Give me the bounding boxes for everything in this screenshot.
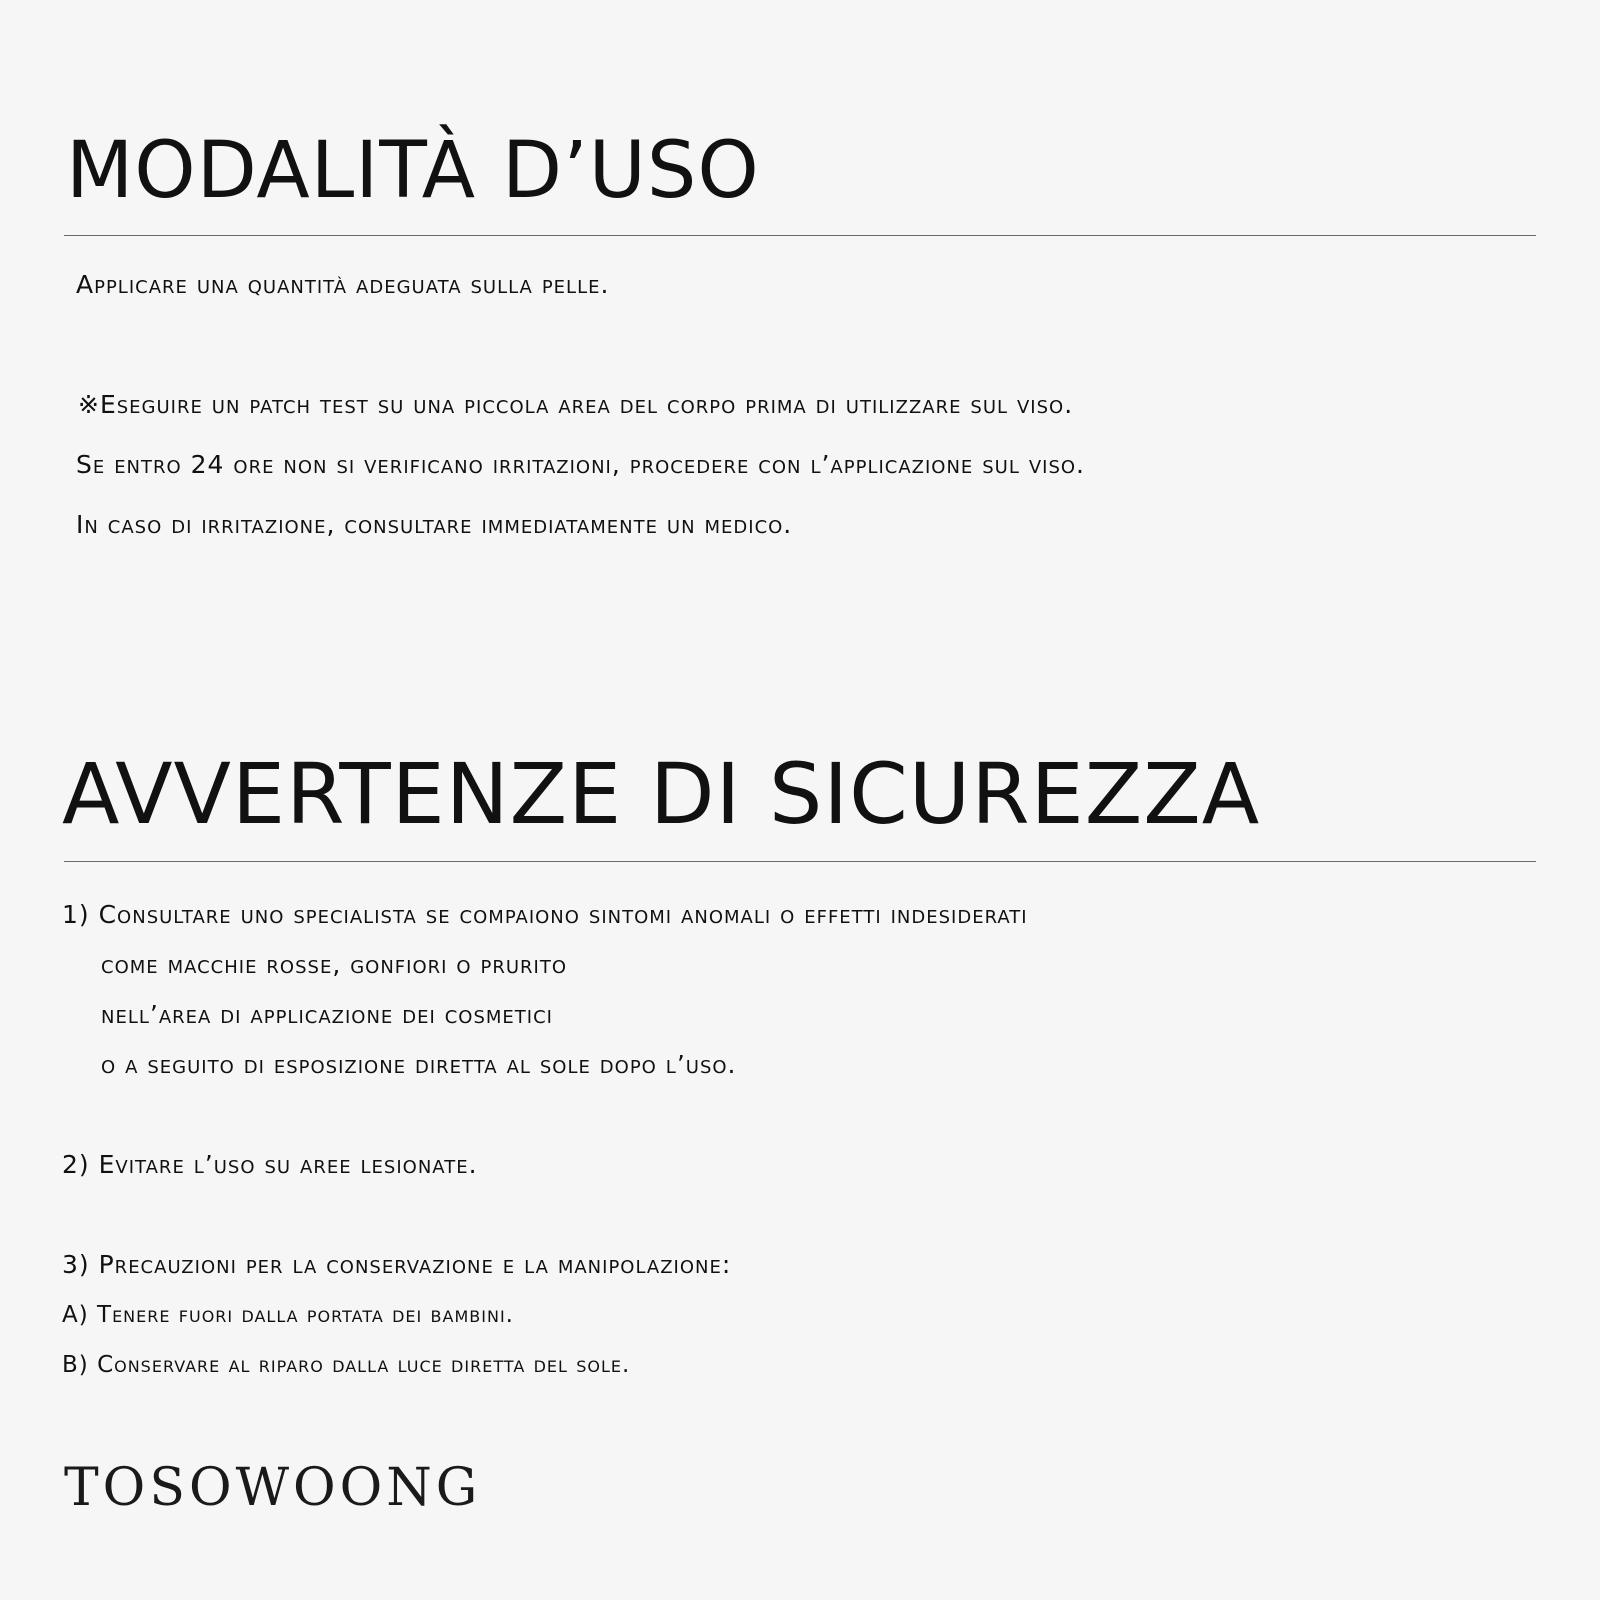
warning-item-1-continuation: come macchie rosse, gonfiori o prurito bbox=[101, 950, 568, 979]
usage-line: Applicare una quantità adeguata sulla pelle. bbox=[76, 270, 610, 299]
warning-item-2: 2) Evitare l’uso su aree lesionate. bbox=[62, 1150, 478, 1179]
warning-item-3b: B) Conservare al riparo dalla luce diretta del sole. bbox=[62, 1352, 631, 1378]
warning-item-3a: A) Tenere fuori dalla portata dei bambini. bbox=[62, 1302, 514, 1328]
usage-line: In caso di irritazione, consultare immediatamente un medico. bbox=[76, 510, 793, 539]
usage-title: MODALITÀ D’USO bbox=[66, 126, 760, 216]
warning-item-3: 3) Precauzioni per la conservazione e la manipolazione: bbox=[62, 1250, 732, 1279]
usage-divider bbox=[64, 235, 1536, 236]
warnings-divider bbox=[64, 861, 1536, 862]
warnings-title: AVVERTENZE DI SICUREZZA bbox=[62, 745, 1261, 843]
patch-test-note: ※Eseguire un patch test su una piccola area del corpo prima di utilizzare sul viso. bbox=[78, 390, 1074, 419]
warning-item-1-continuation: nell’area di applicazione dei cosmetici bbox=[101, 1000, 553, 1029]
warning-item-1-continuation: o a seguito di esposizione diretta al sole dopo l’uso. bbox=[101, 1050, 737, 1079]
warning-item-1: 1) Consultare uno specialista se compaiono sintomi anomali o effetti indesiderati bbox=[62, 900, 1028, 929]
brand-logo: TOSOWOONG bbox=[64, 1458, 482, 1518]
usage-line: Se entro 24 ore non si verificano irritazioni, procedere con l’applicazione sul viso. bbox=[76, 450, 1085, 479]
